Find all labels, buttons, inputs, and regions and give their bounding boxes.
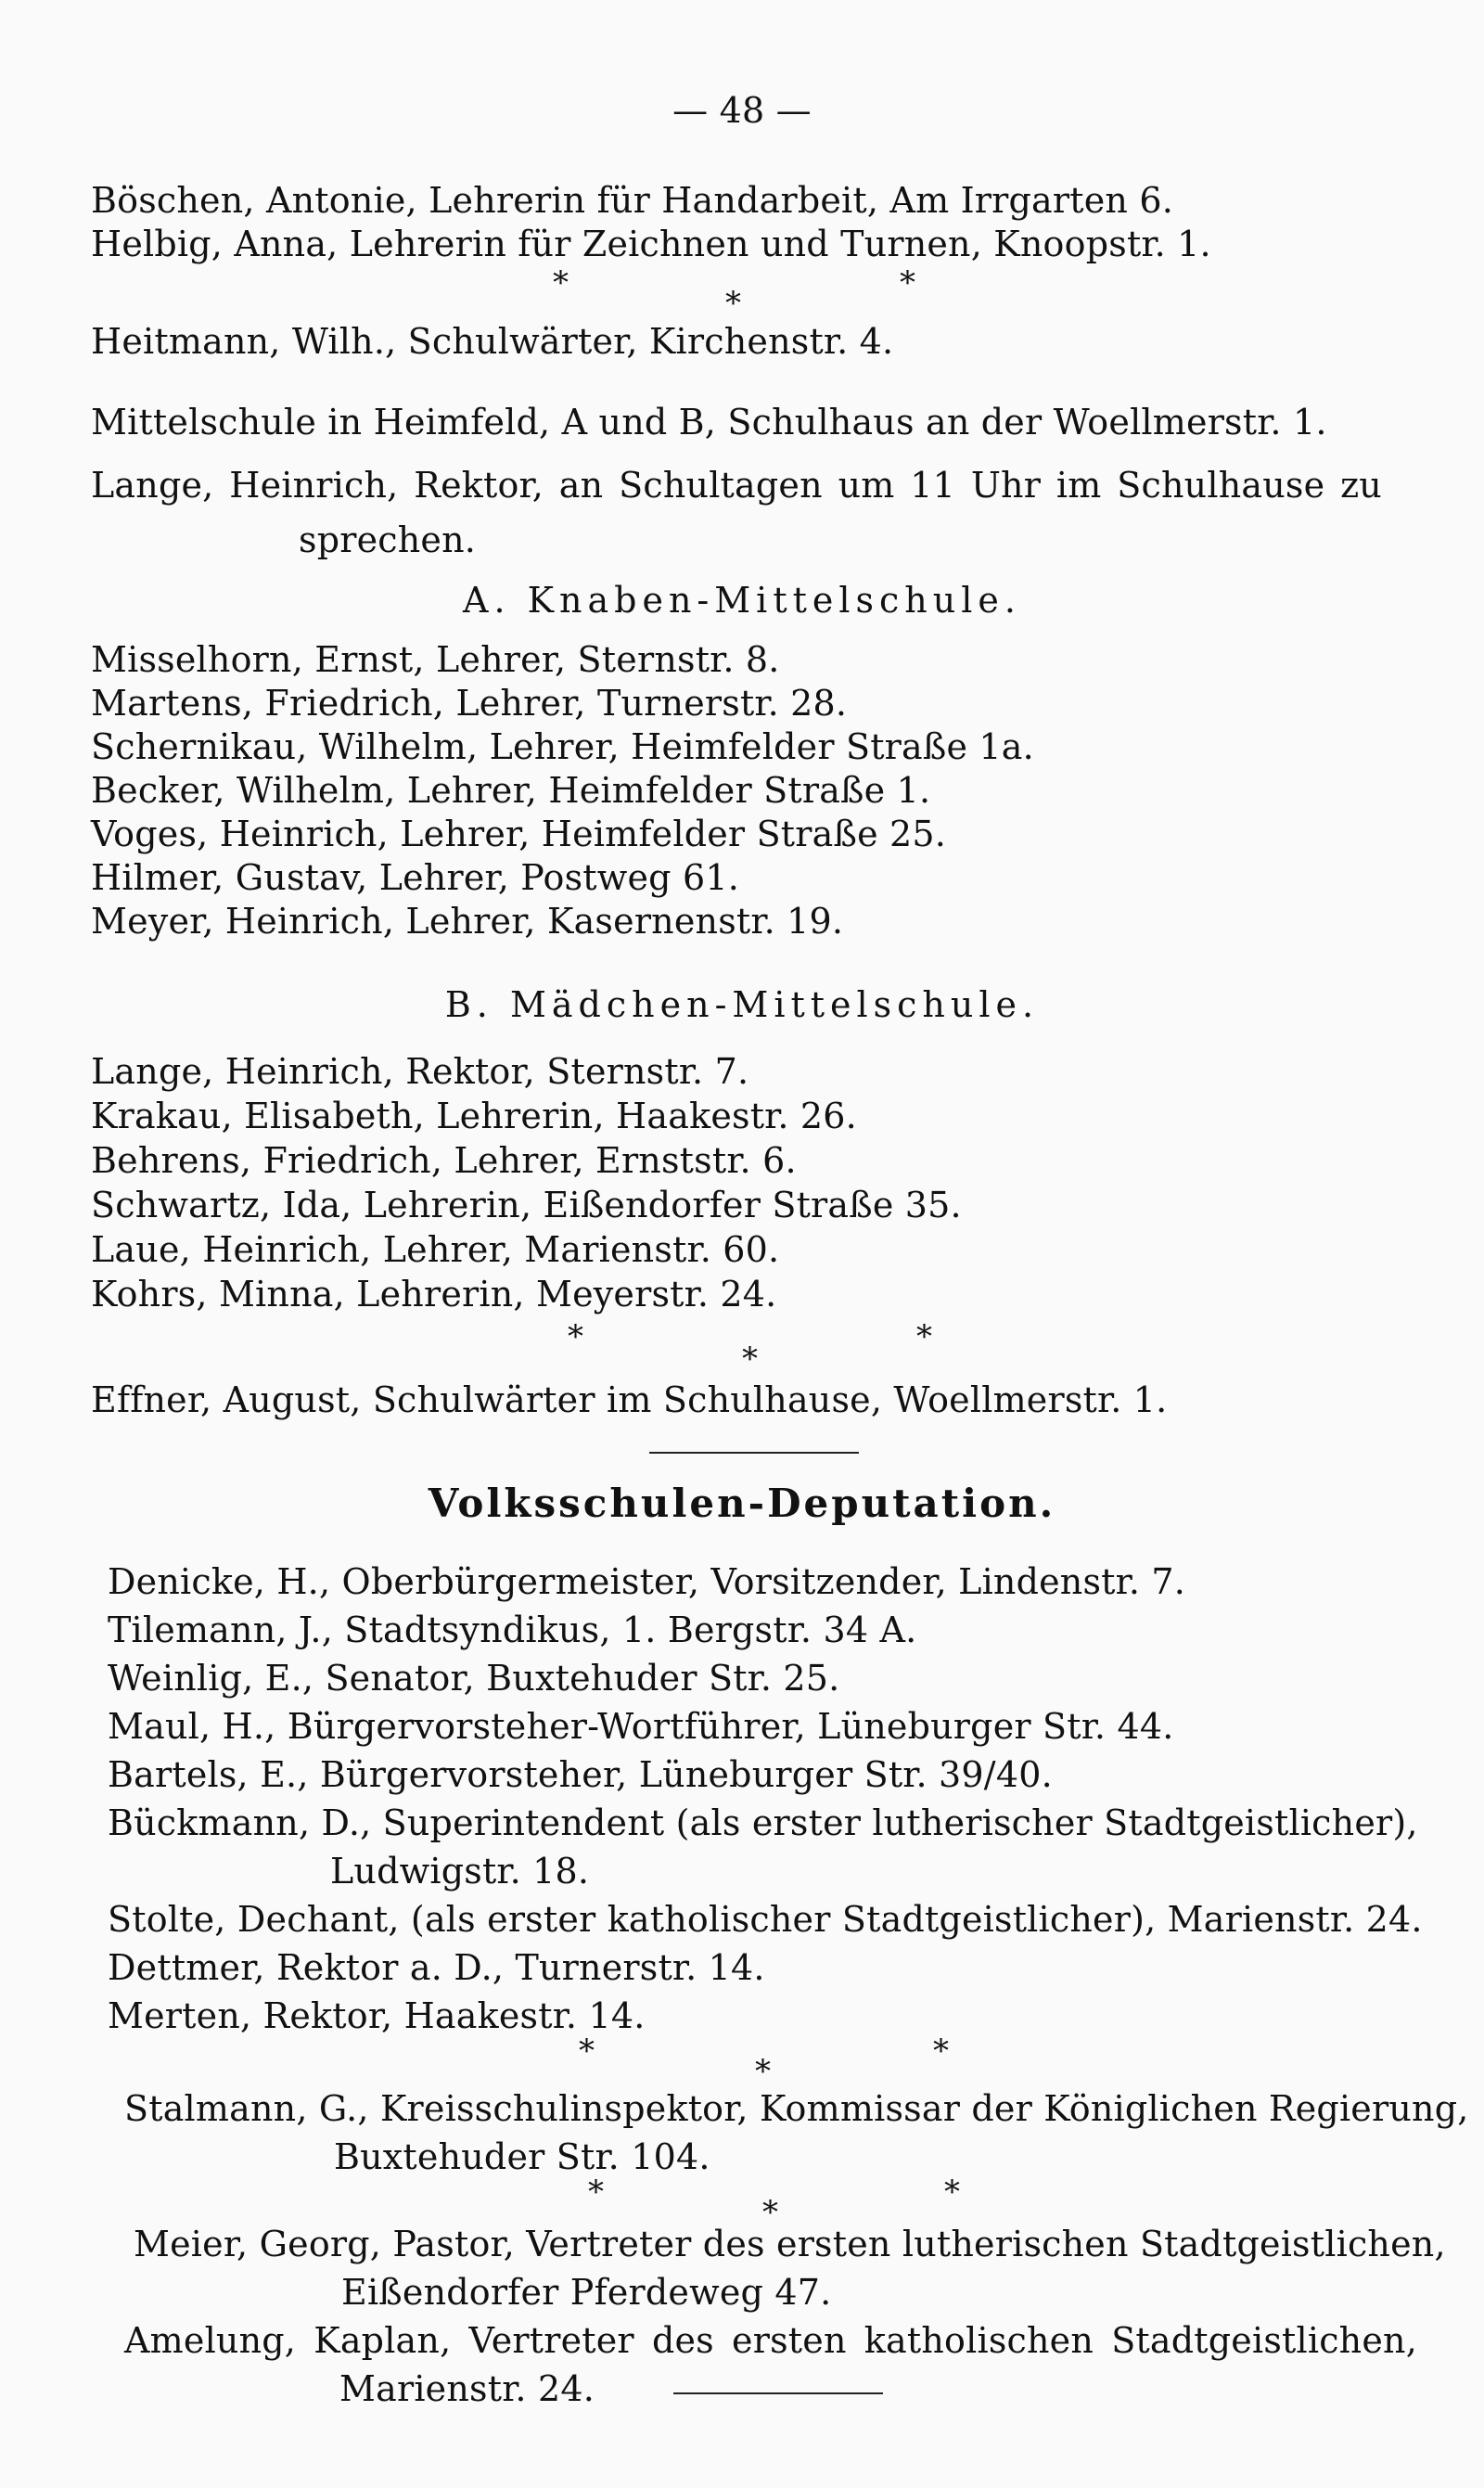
- entry-line: Bückmann, D., Superintendent (als erster lutherischer Stadtgeistlicher),: [108, 1802, 1418, 1843]
- entry-line: Lange, Heinrich, Rektor, an Schultagen um 11 Uhr im Schulhause zu: [91, 465, 1382, 506]
- entry-line-continuation: Buxtehuder Str. 104.: [334, 2136, 710, 2177]
- entry-line: Böschen, Antonie, Lehrerin für Handarbeit, Am Irrgarten 6.: [91, 180, 1174, 221]
- entry-line: Tilemann, J., Stadtsyndikus, 1. Bergstr. 34 A.: [108, 1610, 917, 1650]
- star-glyph: *: [568, 1318, 583, 1355]
- entry-line: Voges, Heinrich, Lehrer, Heimfelder Straße 25.: [91, 814, 947, 854]
- entry-line: Stalmann, G., Kreisschulinspektor, Kommissar der Königlichen Regierung,: [124, 2088, 1469, 2129]
- star-glyph: *: [588, 2174, 604, 2211]
- school-heading: Mittelschule in Heimfeld, A und B, Schulhaus an der Woellmerstr. 1.: [91, 402, 1327, 442]
- entry-line-continuation: Eißendorfer Pferdeweg 47.: [341, 2272, 832, 2313]
- entry-line: Hilmer, Gustav, Lehrer, Postweg 61.: [91, 857, 740, 898]
- star-glyph: *: [742, 1340, 758, 1378]
- entry-line: Schernikau, Wilhelm, Lehrer, Heimfelder Straße 1a.: [91, 726, 1034, 767]
- entry-line: Misselhorn, Ernst, Lehrer, Sternstr. 8.: [91, 639, 780, 680]
- entry-line-continuation: Ludwigstr. 18.: [330, 1851, 590, 1892]
- star-glyph: *: [933, 2033, 949, 2070]
- section-title: B. Mädchen-Mittelschule.: [444, 984, 1040, 1025]
- entry-line: Effner, August, Schulwärter im Schulhause, Woellmerstr. 1.: [91, 1379, 1168, 1420]
- star-divider: [0, 2174, 1484, 2231]
- entry-line: Heitmann, Wilh., Schulwärter, Kirchenstr. 4.: [91, 321, 894, 362]
- page-number: — 48 —: [672, 90, 812, 131]
- entry-line: Weinlig, E., Senator, Buxtehuder Str. 25.: [108, 1658, 840, 1699]
- entry-line: Kohrs, Minna, Lehrerin, Meyerstr. 24.: [91, 1274, 777, 1315]
- entry-line: Laue, Heinrich, Lehrer, Marienstr. 60.: [91, 1229, 780, 1270]
- entry-line: Behrens, Friedrich, Lehrer, Ernststr. 6.: [91, 1140, 797, 1181]
- entry-line: Meyer, Heinrich, Lehrer, Kasernenstr. 19.: [91, 901, 844, 942]
- entry-line: Lange, Heinrich, Rektor, Sternstr. 7.: [91, 1051, 749, 1092]
- entry-line-continuation: sprechen.: [299, 519, 477, 560]
- entry-line: Denicke, H., Oberbürgermeister, Vorsitzender, Lindenstr. 7.: [108, 1561, 1186, 1602]
- star-divider: [0, 264, 1484, 322]
- star-glyph: *: [553, 264, 569, 301]
- star-glyph: *: [916, 1318, 932, 1355]
- star-glyph: *: [900, 264, 915, 301]
- entry-line: Dettmer, Rektor a. D., Turnerstr. 14.: [108, 1947, 765, 1988]
- section-rule: [673, 2392, 883, 2394]
- star-divider: [0, 1318, 1484, 1378]
- entry-line: Amelung, Kaplan, Vertreter des ersten katholischen Stadtgeistlichen,: [124, 2320, 1417, 2361]
- star-divider: [0, 2033, 1484, 2090]
- entry-line: Bartels, E., Bürgervorsteher, Lüneburger Str. 39/40.: [108, 1754, 1053, 1795]
- entry-line: Maul, H., Bürgervorsteher-Wortführer, Lüneburger Str. 44.: [108, 1706, 1174, 1747]
- entry-line: Helbig, Anna, Lehrerin für Zeichnen und Turnen, Knoopstr. 1.: [91, 224, 1211, 264]
- entry-line: Stolte, Dechant, (als erster katholischer Stadtgeistlicher), Marienstr. 24.: [108, 1899, 1423, 1940]
- star-glyph: *: [725, 285, 741, 322]
- section-title: A. Knaben-Mittelschule.: [463, 580, 1021, 621]
- section-rule: [649, 1452, 859, 1454]
- deputation-title: Volksschulen-Deputation.: [428, 1481, 1056, 1526]
- star-glyph: *: [755, 2053, 771, 2090]
- entry-line: Becker, Wilhelm, Lehrer, Heimfelder Straße 1.: [91, 770, 931, 811]
- entry-line: Martens, Friedrich, Lehrer, Turnerstr. 28.: [91, 683, 848, 724]
- star-glyph: *: [762, 2194, 778, 2231]
- entry-line: Schwartz, Ida, Lehrerin, Eißendorfer Straße 35.: [91, 1185, 962, 1225]
- entry-line: Meier, Georg, Pastor, Vertreter des ersten lutherischen Stadtgeistlichen,: [134, 2224, 1446, 2264]
- star-glyph: *: [944, 2174, 960, 2211]
- entry-line: Krakau, Elisabeth, Lehrerin, Haakestr. 26.: [91, 1096, 857, 1136]
- star-glyph: *: [579, 2033, 595, 2070]
- entry-line: Merten, Rektor, Haakestr. 14.: [108, 1995, 646, 2036]
- entry-line-continuation: Marienstr. 24.: [339, 2368, 595, 2409]
